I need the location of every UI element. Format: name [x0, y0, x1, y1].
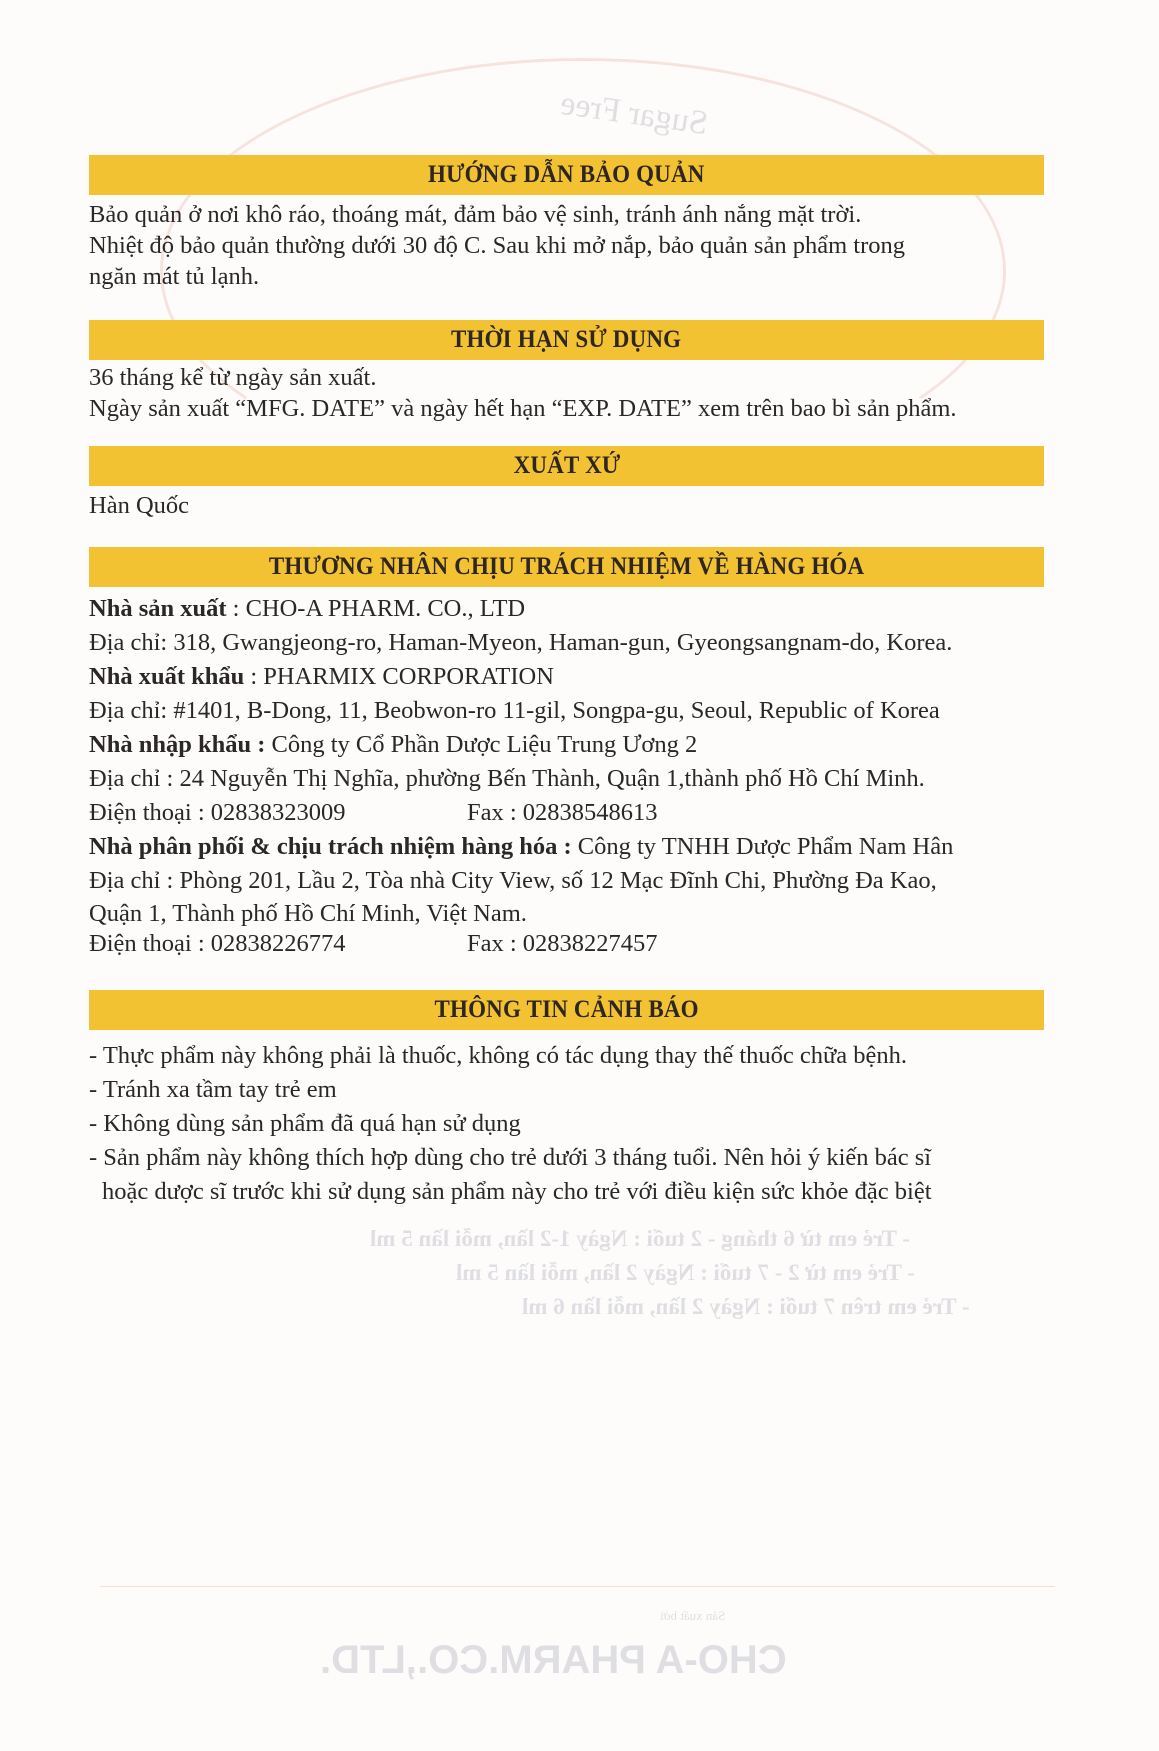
importer-line — [89, 728, 1049, 762]
manufacturer-label: Nhà sản xuất — [89, 595, 227, 622]
warnings-list — [89, 1039, 1049, 1209]
distributor-phone: Điện thoại : 02838226774 — [89, 930, 346, 957]
manufacturer-value: : CHO-A PHARM. CO., LTD — [226, 595, 526, 622]
show-through-brand-sub: Sản xuất bởi — [660, 1608, 726, 1623]
distributor-label: Nhà phân phối & chịu trách nhiệm hàng hóa : — [89, 833, 572, 860]
exporter-label: Nhà xuất khẩu — [89, 663, 245, 690]
warning-item: - Thực phẩm này không phải là thuốc, không có tác dụng thay thế thuốc chữa bệnh. — [89, 1042, 908, 1069]
text-line: Nhiệt độ bảo quản thường dưới 30 độ C. Sau khi mở nắp, bảo quản sản phẩm trong — [89, 232, 905, 259]
importer-fax: Fax : 02838548613 — [467, 799, 658, 826]
section-header-origin — [89, 446, 1044, 486]
section-title: THƯƠNG NHÂN CHỊU TRÁCH NHIỆM VỀ HÀNG HÓA — [268, 553, 865, 580]
origin-value: Hàn Quốc — [89, 492, 190, 519]
exporter-address: Địa chỉ: #1401, B-Dong, 11, Beobwon-ro 11-gil, Songpa-gu, Seoul, Republic of Korea — [89, 697, 940, 724]
distributor-line — [89, 830, 1049, 864]
storage-text — [89, 199, 1049, 292]
show-through-sugar-free: Sugar Free — [558, 84, 711, 143]
warning-item: - Không dùng sản phẩm đã quá hạn sử dụng — [89, 1110, 521, 1137]
show-through-dosage-line: - Trẻ em từ 6 tháng - 2 tuổi : Ngày 1-2 lần, mỗi lần 5 ml — [370, 1226, 911, 1251]
section-header-shelf-life — [89, 320, 1044, 360]
warning-item: - Tránh xa tầm tay trẻ em — [89, 1076, 337, 1103]
show-through-dosage-line: - Trẻ em từ 2 - 7 tuổi : Ngày 2 lần, mỗi lần 5 ml — [456, 1260, 915, 1285]
text-line: ngăn mát tủ lạnh. — [89, 263, 260, 290]
warning-item-continuation: hoặc dược sĩ trước khi sử dụng sản phẩm này cho trẻ với điều kiện sức khỏe đặc biệt — [102, 1178, 932, 1205]
trader-info — [89, 592, 1049, 959]
section-title: XUẤT XỨ — [513, 452, 620, 479]
distributor-value: Công ty TNHH Dược Phẩm Nam Hân — [571, 833, 954, 860]
section-title: THỜI HẠN SỬ DỤNG — [451, 326, 682, 353]
importer-contact — [89, 796, 1049, 830]
origin-text — [89, 490, 1049, 521]
distributor-contact — [89, 929, 1049, 959]
exporter-value: : PHARMIX CORPORATION — [244, 663, 554, 690]
manufacturer-line — [89, 592, 1049, 626]
exporter-line — [89, 660, 1049, 694]
text-line: Bảo quản ở nơi khô ráo, thoáng mát, đảm bảo vệ sinh, tránh ánh nắng mặt trời. — [89, 201, 862, 228]
importer-value: Công ty Cổ Phần Dược Liệu Trung Ương 2 — [265, 731, 698, 758]
warning-item: - Sản phẩm này không thích hợp dùng cho trẻ dưới 3 tháng tuổi. Nên hỏi ý kiến bác sĩ — [89, 1144, 932, 1171]
distributor-fax: Fax : 02838227457 — [467, 930, 658, 957]
show-through-brand: CHO-A PHARM.CO.,LTD. — [320, 1638, 787, 1682]
show-through-dosage-line: - Trẻ em trên 7 tuổi : Ngày 2 lần, mỗi lần 6 ml — [522, 1294, 970, 1319]
section-header-trader — [89, 547, 1044, 587]
manufacturer-address: Địa chỉ: 318, Gwangjeong-ro, Haman-Myeon, Haman-gun, Gyeongsangnam-do, Korea. — [89, 629, 953, 656]
section-title: THÔNG TIN CẢNH BÁO — [434, 996, 699, 1023]
importer-label: Nhà nhập khẩu : — [89, 731, 266, 758]
importer-address: Địa chỉ : 24 Nguyễn Thị Nghĩa, phường Bến Thành, Quận 1,thành phố Hồ Chí Minh. — [89, 765, 925, 792]
section-header-warnings — [89, 990, 1044, 1030]
shelf-life-text — [89, 362, 1049, 424]
show-through-rule — [100, 1586, 1055, 1587]
section-header-storage — [89, 155, 1044, 195]
section-title: HƯỚNG DẪN BẢO QUẢN — [428, 161, 705, 188]
text-line: 36 tháng kể từ ngày sản xuất. — [89, 364, 377, 391]
distributor-address-1: Địa chỉ : Phòng 201, Lầu 2, Tòa nhà City View, số 12 Mạc Đĩnh Chi, Phường Đa Kao, — [89, 867, 937, 894]
importer-phone: Điện thoại : 02838323009 — [89, 799, 346, 826]
text-line: Ngày sản xuất “MFG. DATE” và ngày hết hạn “EXP. DATE” xem trên bao bì sản phẩm. — [89, 395, 957, 422]
distributor-address-2: Quận 1, Thành phố Hồ Chí Minh, Việt Nam. — [89, 900, 527, 927]
